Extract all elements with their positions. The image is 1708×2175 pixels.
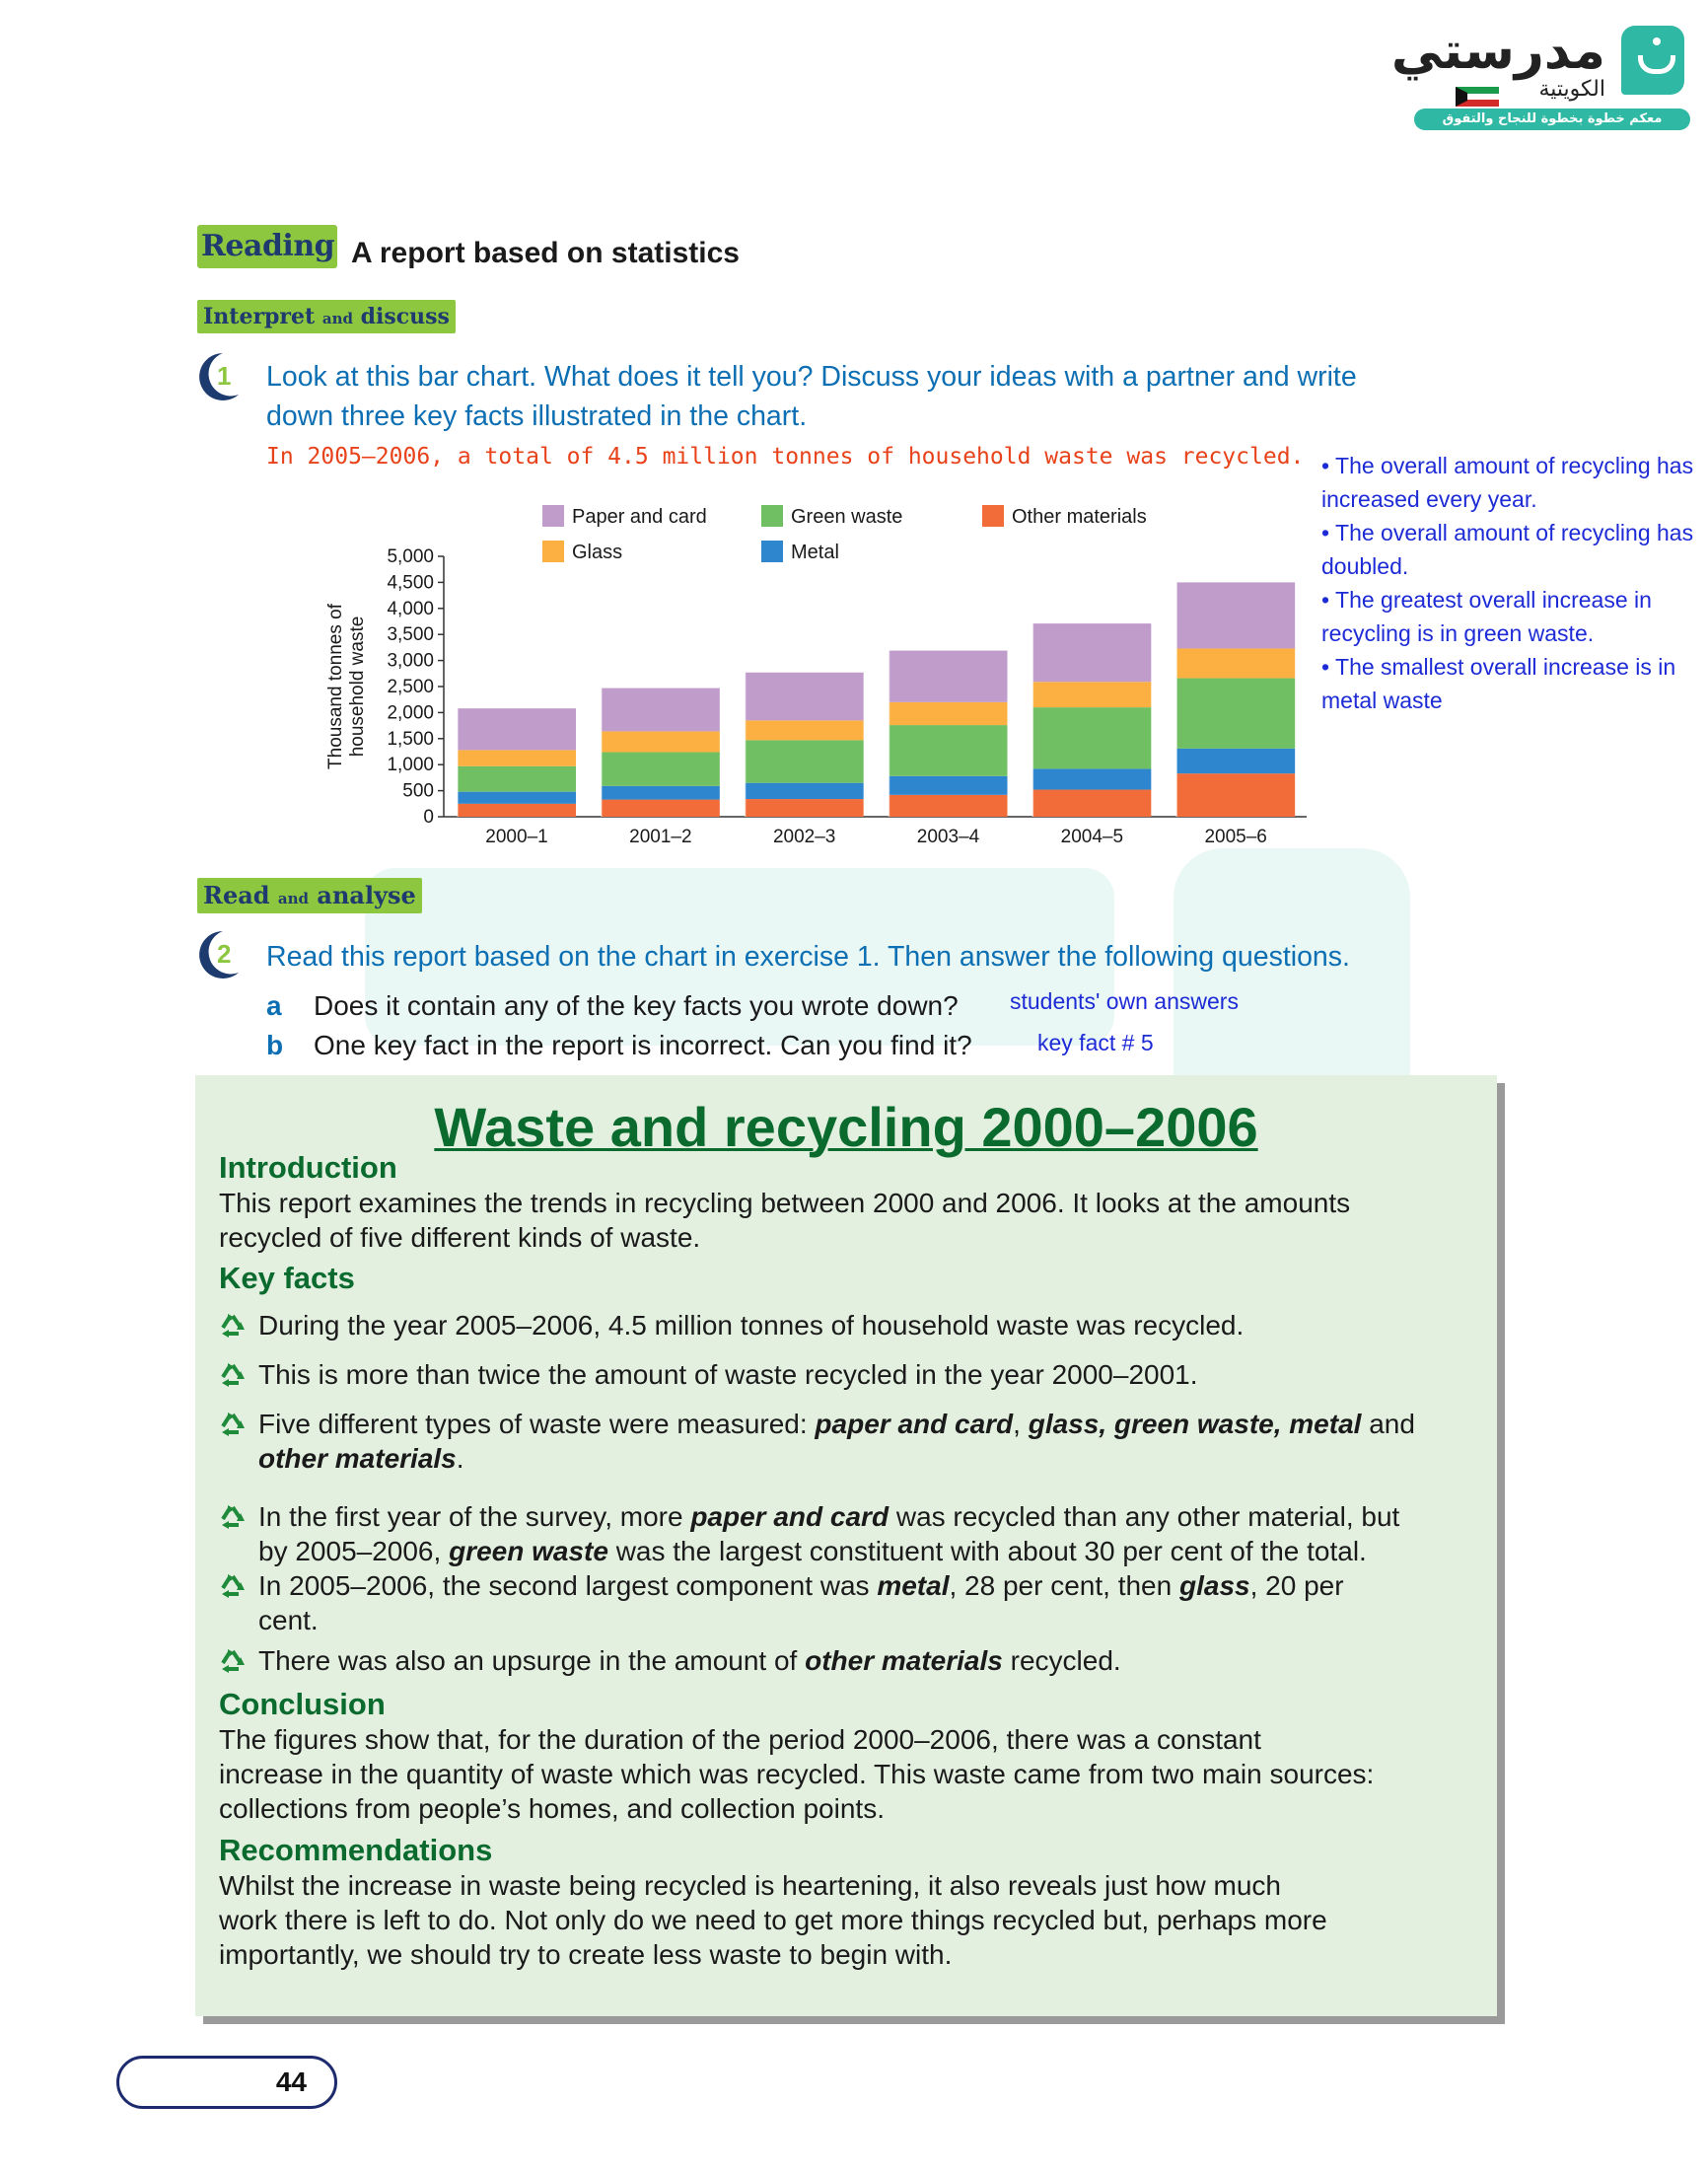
exercise-1-badge-icon — [193, 351, 241, 402]
y-tick-label: 5,000 — [387, 546, 434, 567]
text-run: , 20 per — [1249, 1570, 1344, 1601]
label-word-2: and — [321, 310, 353, 327]
recycle-icon — [219, 1572, 247, 1600]
legend-label: Other materials — [1012, 506, 1147, 528]
bar-segment-green-waste — [746, 740, 864, 782]
note-line: metal waste — [1321, 688, 1443, 713]
recycle-icon — [219, 1312, 247, 1340]
legend-swatch — [542, 505, 564, 527]
recommendations-line2: work there is left to do. Not only do we need to get more things recycled but, perhaps more — [219, 1905, 1327, 1935]
exercise-2-badge-icon — [193, 929, 241, 980]
text-run: In the first year of the survey, more — [258, 1501, 691, 1532]
bar-segment-paper-and-card — [602, 689, 720, 732]
term-paper-card: paper and card — [690, 1501, 890, 1532]
legend-label: Paper and card — [572, 506, 707, 528]
text-run: In 2005–2006, the second largest component was — [258, 1570, 878, 1601]
intro-line2: recycled of five different kinds of waste. — [219, 1222, 701, 1253]
exercise-1-line2: down three key facts illustrated in the chart. — [266, 400, 808, 432]
bar-segment-paper-and-card — [746, 673, 864, 721]
text-run: There was also an upsurge in the amount of — [258, 1645, 806, 1676]
key-fact-1-text: During the year 2005–2006, 4.5 million tonnes of household waste was recycled. — [258, 1310, 1245, 1341]
legend-swatch — [761, 505, 783, 527]
recycle-icon — [219, 1647, 247, 1675]
legend-label: Metal — [791, 542, 839, 563]
madrasati-logo — [1390, 18, 1696, 126]
x-tick-label: 2003–4 — [916, 827, 980, 847]
term-other-materials: other materials — [258, 1443, 457, 1474]
intro-line1: This report examines the trends in recycling between 2000 and 2006. It looks at the amounts — [219, 1188, 1351, 1218]
y-tick-label: 1,500 — [387, 728, 434, 750]
intro-heading: Introduction — [219, 1150, 397, 1185]
bar-segment-other-materials — [890, 795, 1008, 817]
text-run: , 28 per cent, then — [949, 1570, 1179, 1601]
bar-segment-glass — [1176, 648, 1295, 678]
bar-segment-other-materials — [1176, 773, 1295, 817]
recycle-icon — [219, 1503, 247, 1531]
label-word-1: Interpret — [203, 304, 316, 329]
bar-segment-metal — [458, 792, 576, 804]
x-tick-label: 2001–2 — [629, 827, 692, 847]
legend-swatch — [982, 505, 1004, 527]
logo-main-text: مدرستي — [1390, 22, 1605, 81]
chart-bars — [458, 582, 1295, 817]
text-run: was recycled than any other material, but — [889, 1501, 1400, 1532]
note-line: increased every year. — [1321, 486, 1537, 512]
question-b-letter: b — [266, 1030, 284, 1060]
question-a-text: Does it contain any of the key facts you wrote down? — [314, 990, 959, 1021]
report-panel — [195, 1075, 1497, 2016]
bar-segment-other-materials — [458, 804, 576, 817]
bar-segment-metal — [890, 776, 1008, 795]
bar-segment-paper-and-card — [890, 651, 1008, 702]
term-glass: glass — [1178, 1570, 1250, 1601]
bar-segment-green-waste — [890, 725, 1008, 776]
question-a-letter: a — [266, 990, 282, 1021]
chart-y-label-line1: Thousand tonnes of — [325, 604, 346, 769]
text-run: recycled. — [1002, 1645, 1121, 1676]
question-b-answer: key fact # 5 — [1037, 1030, 1154, 1055]
bar-segment-paper-and-card — [458, 708, 576, 750]
label-word-3: discuss — [360, 304, 450, 329]
note-line: doubled. — [1321, 553, 1409, 579]
legend-label: Glass — [572, 542, 623, 563]
bar-segment-glass — [458, 750, 576, 765]
bar-segment-metal — [746, 783, 864, 799]
bar-segment-glass — [602, 731, 720, 752]
bar-segment-other-materials — [602, 800, 720, 817]
x-tick-label: 2005–6 — [1204, 827, 1267, 847]
key-fact-6 — [219, 1643, 1121, 1678]
x-tick-label: 2002–3 — [772, 827, 836, 847]
y-tick-label: 4,000 — [387, 598, 434, 619]
text-run: was the largest constituent with about 30 per cent of the total. — [607, 1536, 1367, 1566]
bar-segment-green-waste — [602, 753, 720, 786]
key-fact-5 — [219, 1568, 1501, 1637]
term-other-materials: other materials — [805, 1645, 1003, 1676]
y-tick-label: 2,000 — [387, 702, 434, 724]
text-run: cent. — [258, 1605, 319, 1635]
recommendations-heading: Recommendations — [219, 1833, 493, 1867]
logo-mark-icon — [1621, 26, 1684, 95]
bar-segment-paper-and-card — [1032, 623, 1151, 682]
recommendations-line3: importantly, we should try to create less waste to begin with. — [219, 1939, 953, 1970]
conclusion-heading: Conclusion — [219, 1687, 386, 1721]
note-line: • The overall amount of recycling has — [1321, 520, 1694, 545]
term-list: glass, green waste, metal — [1028, 1409, 1362, 1439]
bar-segment-green-waste — [1032, 707, 1151, 768]
logo-sub-text: الكويتية — [1538, 77, 1605, 102]
x-tick-label: 2004–5 — [1060, 827, 1124, 847]
note-line: • The overall amount of recycling has — [1321, 453, 1694, 478]
exercise-1-answer: In 2005–2006, a total of 4.5 million tonnes of household waste was recycled. — [266, 444, 1305, 470]
recommendations-line1: Whilst the increase in waste being recycled is heartening, it also reveals just how much — [219, 1870, 1281, 1901]
bar-segment-other-materials — [746, 799, 864, 817]
bar-segment-glass — [746, 720, 864, 740]
note-line: • The greatest overall increase in — [1321, 587, 1652, 613]
bar-segment-green-waste — [458, 766, 576, 792]
label-word-3: analyse — [317, 881, 416, 909]
report-title: Waste and recycling 2000–2006 — [434, 1096, 1258, 1158]
key-fact-4 — [219, 1499, 1501, 1568]
chart-legend — [542, 505, 1147, 563]
label-word-2: and — [277, 890, 310, 907]
question-b-text: One key fact in the report is incorrect. Can you find it? — [314, 1030, 972, 1060]
term-metal: metal — [877, 1570, 950, 1601]
text-run: by 2005–2006, — [258, 1536, 450, 1566]
exercise-2-number: 2 — [217, 939, 232, 969]
y-tick-label: 4,500 — [387, 572, 434, 594]
keyfacts-heading: Key facts — [219, 1261, 355, 1295]
legend-swatch — [761, 541, 783, 562]
conclusion-line2: increase in the quantity of waste which was recycled. This waste came from two main sources: — [219, 1759, 1375, 1789]
y-tick-label: 3,000 — [387, 650, 434, 672]
interpret-discuss-label — [197, 300, 456, 333]
page-number: 44 — [116, 2056, 337, 2109]
key-fact-3 — [219, 1407, 1461, 1476]
chart-x-axis — [485, 827, 1267, 847]
text-run: . — [456, 1443, 464, 1474]
chart-y-label-line2: household waste — [347, 616, 368, 758]
exercise-2-instruction: Read this report based on the chart in exercise 1. Then answer the following questions. — [266, 941, 1350, 973]
recycle-icon — [219, 1411, 247, 1438]
recycling-bar-chart — [316, 493, 1321, 858]
y-tick-label: 2,500 — [387, 677, 434, 697]
read-analyse-label — [197, 878, 422, 913]
logo-tagline: معكم خطوة بخطوة للنجاح والتفوق — [1414, 109, 1690, 130]
y-tick-label: 500 — [402, 780, 434, 802]
conclusion-line3: collections from people’s homes, and collection points. — [219, 1793, 885, 1824]
key-fact-1 — [219, 1308, 1244, 1342]
note-line: recycling is in green waste. — [1321, 620, 1595, 646]
term-paper-card: paper and card — [815, 1409, 1014, 1439]
note-line: • The smallest overall increase is in — [1321, 654, 1676, 680]
text-run: , — [1013, 1409, 1029, 1439]
text-run: Five different types of waste were measured: — [258, 1409, 816, 1439]
y-tick-label: 3,500 — [387, 624, 434, 646]
key-fact-2 — [219, 1357, 1198, 1392]
exercise-1-line1: Look at this bar chart. What does it tell you? Discuss your ideas with a partner and write — [266, 361, 1357, 393]
legend-swatch — [542, 541, 564, 562]
question-a-answer: students' own answers — [1010, 988, 1239, 1014]
bar-segment-glass — [890, 702, 1008, 725]
text-run: and — [1361, 1409, 1415, 1439]
bar-segment-glass — [1032, 682, 1151, 707]
y-tick-label: 0 — [423, 807, 434, 828]
label-word-1: Read — [203, 881, 270, 909]
term-green-waste: green waste — [449, 1536, 608, 1566]
key-facts-notes — [1321, 449, 1706, 717]
recycle-icon — [219, 1361, 247, 1389]
kuwait-flag-icon — [1456, 87, 1499, 107]
reading-label: Reading — [197, 225, 337, 268]
bar-segment-green-waste — [1176, 679, 1295, 749]
bar-segment-metal — [1176, 749, 1295, 773]
conclusion-line1: The figures show that, for the duration of the period 2000–2006, there was a constant — [219, 1724, 1261, 1755]
bar-segment-other-materials — [1032, 790, 1151, 817]
key-fact-2-text: This is more than twice the amount of waste recycled in the year 2000–2001. — [258, 1359, 1198, 1390]
bar-segment-metal — [1032, 768, 1151, 789]
bar-segment-paper-and-card — [1176, 582, 1295, 648]
exercise-1-number: 1 — [217, 361, 232, 391]
legend-label: Green waste — [791, 506, 903, 528]
x-tick-label: 2000–1 — [485, 827, 548, 847]
y-tick-label: 1,000 — [387, 755, 434, 776]
bar-segment-metal — [602, 786, 720, 800]
reading-title: A report based on statistics — [351, 237, 740, 269]
